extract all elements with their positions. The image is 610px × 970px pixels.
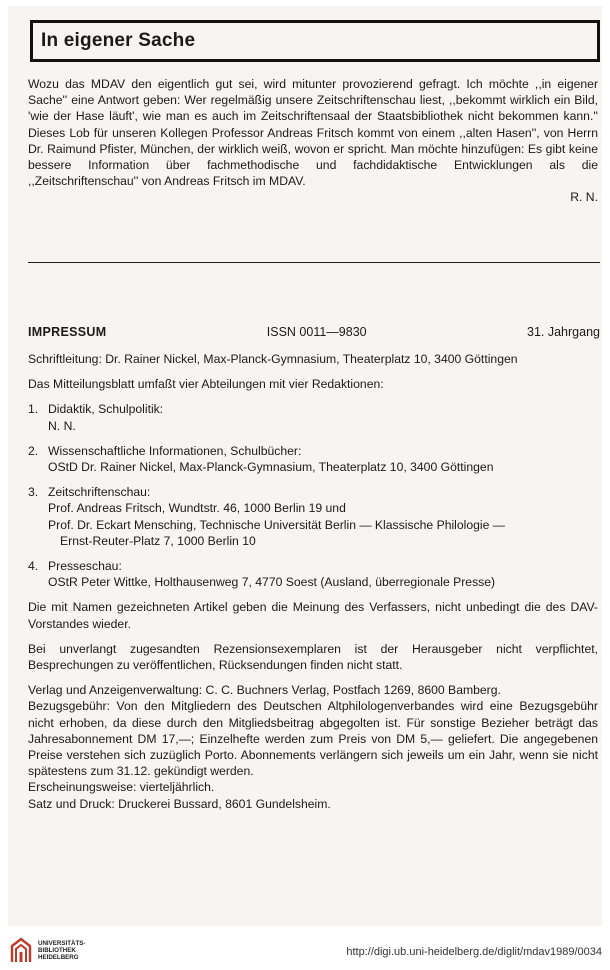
list-item-number: 4. <box>28 559 39 574</box>
verlag-block <box>28 682 598 812</box>
list-item-line: Prof. Andreas Fritsch, Wundtstr. 46, 1000 Berlin 19 und <box>48 501 346 516</box>
list-item <box>28 484 598 549</box>
impressum-heading: IMPRESSUM <box>28 325 107 339</box>
abteilungen-list <box>28 401 598 590</box>
list-item-title: Presseschau: <box>48 559 122 574</box>
section-title-box <box>30 20 600 62</box>
ub-heidelberg-logo-icon <box>8 936 34 964</box>
section-title: In eigener Sache <box>41 30 196 51</box>
list-item <box>28 558 598 590</box>
library-logo <box>8 936 85 964</box>
impressum-body <box>28 351 598 812</box>
schriftleitung: Schriftleitung: Dr. Rainer Nickel, Max-Planck-Gymnasium, Theaterplatz 10, 3400 Göttingen <box>28 352 518 366</box>
impressum-header <box>28 324 600 340</box>
jahrgang: 31. Jahrgang <box>527 325 600 339</box>
list-item-line: Ernst-Reuter-Platz 7, 1000 Berlin 10 <box>60 533 256 548</box>
divider-rule <box>28 262 600 263</box>
issn: ISSN 0011—9830 <box>266 325 367 339</box>
rezension-note: Bei unverlangt zugesandten Rezensionsexemplaren ist der Herausgeber nicht verpflichtet, Besprechungen zu veröffentlichen, Rücksendungen finden nicht statt. <box>28 641 598 673</box>
druck: Satz und Druck: Druckerei Bussard, 8601 Gundelsheim. <box>28 796 331 811</box>
logo-line: UNIVERSITÄTS- <box>38 939 86 947</box>
bezugsgebuehr: Bezugsgebühr: Von den Mitgliedern des Deutschen Altphilologenverbandes wird eine Bezugsgebühr nicht erhoben, da diese durch den Mitgliedsbeitrag abgegolten ist. Für sonstige Bezieher beträgt das Jahresabonnement DM 17,—; Einzelhefte werden zum Preis von DM 5,— geliefert. Die angegebenen Preise verstehen sich zuzüglich Porto. Abonnements verlängern sich jeweils um ein Jahr, wenn sie nicht spätestens zum 31.12. gekündigt werden. <box>28 699 598 779</box>
list-item-title: Didaktik, Schulpolitik: <box>48 402 164 417</box>
list-item-title: Wissenschaftliche Informationen, Schulbücher: <box>48 443 302 458</box>
footer-bar <box>0 930 610 970</box>
list-item <box>28 401 598 433</box>
list-item <box>28 443 598 475</box>
document-page <box>8 6 602 926</box>
list-item-line: N. N. <box>48 418 76 433</box>
abteilungen-intro: Das Mitteilungsblatt umfaßt vier Abteilungen mit vier Redaktionen: <box>28 377 384 392</box>
list-item-title: Zeitschriftenschau: <box>48 485 151 500</box>
list-item-line: Prof. Dr. Eckart Mensching, Technische Universität Berlin — Klassische Philologie — <box>48 517 505 532</box>
list-item-line: OStR Peter Wittke, Holthausenweg 7, 4770 Soest (Ausland, überregionale Presse) <box>48 575 496 590</box>
list-item-number: 1. <box>28 402 39 417</box>
meinung-note: Die mit Namen gezeichneten Artikel geben die Meinung des Verfassers, nicht unbedingt die des DAV-Vorstandes wieder. <box>28 600 598 631</box>
verlag: Verlag und Anzeigenverwaltung: C. C. Buchners Verlag, Postfach 1269, 8600 Bamberg. <box>28 683 501 698</box>
list-item-number: 2. <box>28 443 39 458</box>
list-item-line: OStD Dr. Rainer Nickel, Max-Planck-Gymnasium, Theaterplatz 10, 3400 Göttingen <box>48 460 494 475</box>
source-url-link[interactable]: http://digi.ub.uni-heidelberg.de/diglit/mdav1989/0034 <box>346 946 602 958</box>
erscheinungsweise: Erscheinungsweise: vierteljährlich. <box>28 780 215 795</box>
intro-paragraph: Wozu das MDAV den eigentlich gut sei, wird mitunter provozierend gefragt. Ich möchte ,,in eigener Sache'' eine Antwort geben: Wer regelmäßig unsere Zeitschriftenschau liest, ,,bekommt wirklich ein Bild, 'wie der Hase läuft', wie man es auch im Zeitschriftensaal der Staatsbibliothek nicht bekommen kann.'' Dieses Lob für unseren Kollegen Professor Andreas Fritsch kommt von einem ,,alten Hasen'', von Herrn Dr. Raimund Pfister, München, der wirklich weiß, wovon er spricht. Man möchte hinzufügen: Es gibt keine bessere Information über fachmethodische und fachdidaktische Entwicklungen als die ,,Zeitschriftenschau'' von Andreas Fritsch im MDAV. <box>28 77 598 189</box>
logo-line: HEIDELBERG <box>38 953 79 961</box>
intro-text <box>28 76 598 206</box>
intro-signature: R. N. <box>570 190 598 205</box>
logo-line: BIBLIOTHEK <box>38 946 76 954</box>
list-item-number: 3. <box>28 485 39 500</box>
